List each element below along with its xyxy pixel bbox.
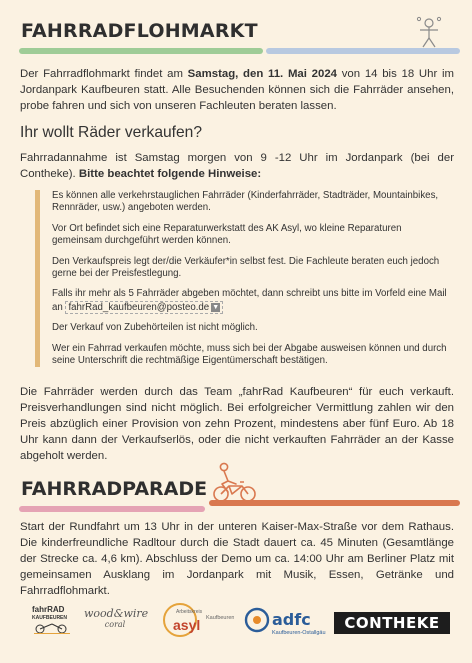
contheke-logo: CONTHEKE	[334, 612, 450, 634]
sell-text: Fahrradannahme ist Samstag morgen von 9 -12 Uhr im Jordanpark (bei der Contheke).	[20, 152, 454, 180]
cyclist-icon	[212, 462, 258, 504]
sell-heading: Ihr wollt Räder verkaufen?	[20, 124, 203, 141]
woodnwire-logo-line2: coral	[104, 620, 126, 629]
email-link[interactable]	[65, 301, 223, 314]
bike-logo-icon	[32, 622, 72, 634]
asyl-logo-small: Arbeitskreis	[176, 609, 203, 615]
intro-text-2: von 14 bis 18 Uhr im Jordanpark Kaufbeuren statt. Alle Besuchenden können sich die Fahrräder ansehen, probe fahren und sich von unseren Fachleuten beraten lassen.	[20, 68, 454, 112]
note-bikes: Es können alle verkehrstauglichen Fahrräder (Kinderfahrräder, Stadträder, Mountainbikes, Rennräder, usw.) angeboten werden.	[52, 190, 439, 214]
email-address: fahrRad_kaufbeuren@posteo.de	[68, 301, 210, 313]
intro-paragraph	[20, 66, 454, 114]
page-title: FAHRRADFLOHMARKT	[21, 20, 258, 42]
fahrrad-logo-line2: KAUFBEUREN	[32, 615, 67, 621]
ak-asyl-logo	[162, 602, 234, 638]
asyl-logo-right: Kaufbeuren	[206, 615, 234, 621]
juggler-figure-icon	[416, 16, 442, 48]
intro-text-1: Der Fahrradflohmarkt findet am	[20, 68, 188, 80]
parade-title: FAHRRADPARADE	[21, 478, 208, 500]
sell-hint-bold: Bitte beachtet folgende Hinweise:	[78, 168, 262, 180]
sell-paragraph	[20, 150, 454, 182]
woodnwire-logo	[84, 607, 149, 636]
note-workshop: Vor Ort befindet sich eine Reparaturwerkstatt des AK Asyl, wo kleine Reparaturen gemeinsam durchgeführt werden können.	[52, 222, 402, 247]
note-mail-text: Falls ihr mehr als 5 Fahrräder abgeben möchtet, dann schreibt uns bitte im Vorfeld eine Mail an	[52, 288, 447, 313]
sales-paragraph: Die Fahrräder werden durch das Team „fahrRad Kaufbeuren“ für euch verkauft. Preisverhandlungen sind nicht möglich. Bei erfolgreicher Vermittlung zahlen wir den Preis abzüglich einer Provision von zehn Prozent, mindestens aber fünf Euro. Ab 18 Uhr kann dann der Verkaufserlös, oder die nicht verkauften Fahrräder an der Kasse abgeholt werden.	[20, 386, 454, 462]
intro-date: Samstag, den 11. Mai 2024	[187, 68, 337, 80]
note-accessories: Der Verkauf von Zubehörteilen ist nicht möglich.	[52, 322, 258, 334]
note-mail	[52, 288, 452, 314]
adfc-logo-big: adfc	[272, 610, 311, 629]
parade-underline-pink	[19, 506, 205, 512]
title-underline-green	[19, 48, 263, 54]
sponsor-logos	[26, 602, 456, 642]
fahrrad-kaufbeuren-logo	[32, 606, 74, 636]
asyl-logo-big: asyl	[173, 617, 201, 633]
chevron-down-icon[interactable]: ▼	[212, 303, 220, 311]
fahrrad-logo-line1: fahrRAD	[32, 605, 65, 614]
parade-underline-orange	[209, 500, 460, 506]
title-underline-blue	[266, 48, 460, 54]
adfc-logo	[244, 604, 330, 638]
woodnwire-logo-line1: wood&wire	[84, 607, 149, 620]
adfc-logo-small: Kaufbeuren-Ostallgäu	[272, 630, 326, 636]
note-price: Den Verkaufspreis legt der/die Verkäufer*in selbst fest. Die Fachleute beraten euch jedoch gerne bei der Preisfestlegung.	[52, 255, 440, 279]
parade-paragraph: Start der Rundfahrt um 13 Uhr in der unteren Kaiser-Max-Straße vor dem Rathaus. Die kinderfreundliche Radltour durch die Stadt dauert ca. 45 Minuten (Gesamtlänge der Strecke ca. 4,6 km). Abschluss der Demo um ca. 14:00 Uhr am Berliner Platz mit gemeinsamen Ausklang im Jordanpark mit Musik, Essen, Getränke und Fahrradflohmarkt.	[20, 521, 454, 597]
notes-box	[35, 190, 452, 367]
note-id: Wer ein Fahrrad verkaufen möchte, muss sich bei der Abgabe ausweisen können und durch seine Unterschrift die rechtmäßige Eigentümerschaft bestätigen.	[52, 342, 447, 366]
